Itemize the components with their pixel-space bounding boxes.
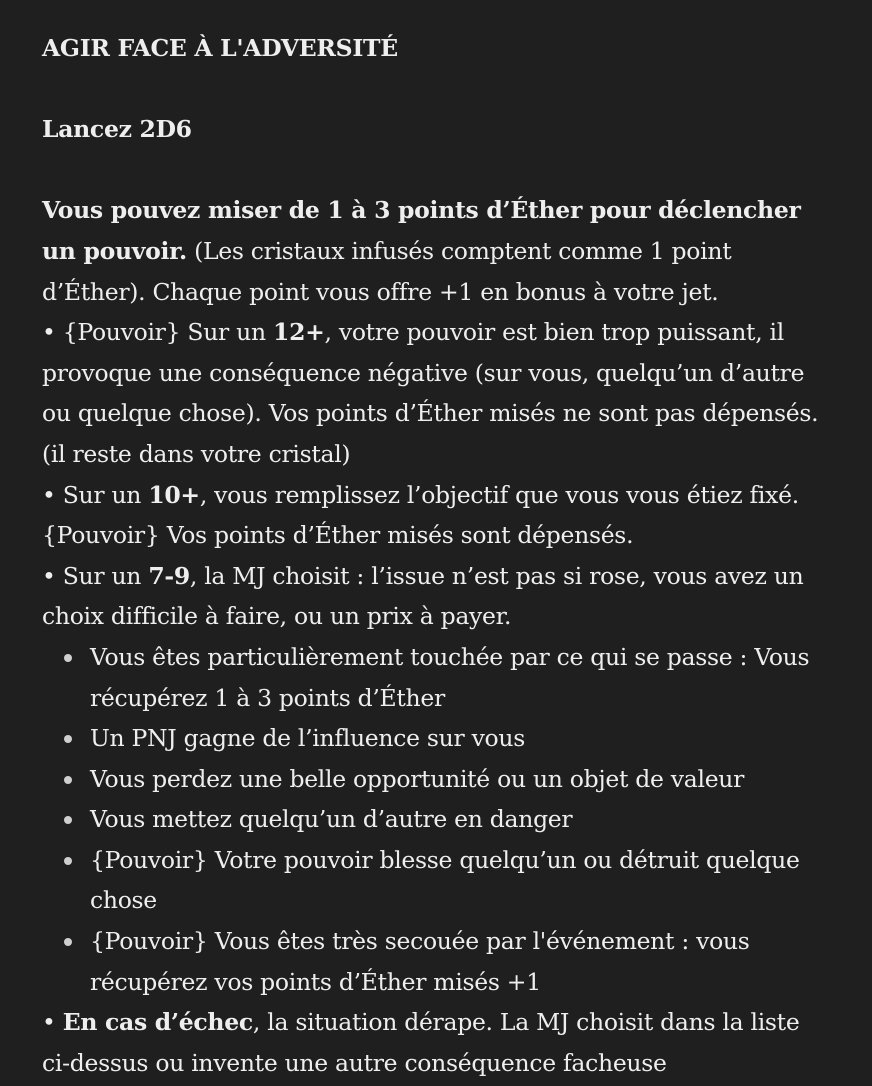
result-12-threshold: 12+ [273, 318, 325, 347]
bullet-icon [64, 654, 72, 662]
result-7-text: , la MJ choisit : l’issue n’est pas si rose, vous avez un choix difficile à faire, ou un prix à payer. [42, 561, 804, 631]
result-12-plus [42, 312, 830, 474]
choice-text: Un PNJ gagne de l’influence sur vous [90, 724, 525, 753]
choice-text: {Pouvoir} Vous êtes très secouée par l'événement : vous récupérez vos points d’Éther misés +1 [90, 927, 750, 996]
intro-paragraph [42, 190, 830, 312]
list-item [90, 799, 830, 840]
result-7-threshold: 7-9 [148, 561, 190, 590]
choice-text: {Pouvoir} Votre pouvoir blesse quelqu’un ou détruit quelque chose [90, 845, 800, 915]
bullet-icon [64, 857, 72, 865]
result-10-lead: Sur un [62, 480, 149, 509]
result-10-plus [42, 475, 830, 556]
choice-text: Vous êtes particulièrement touchée par ce qui se passe : Vous récupérez 1 à 3 points d’Éther [90, 642, 810, 712]
failure-text: , la situation dérape. La MJ choisit dans la liste ci-dessus ou invente une autre conséquence facheuse [42, 1008, 800, 1077]
result-7-9 [42, 556, 830, 637]
bullet: • [42, 561, 63, 590]
failure-lead: En cas d’échec [62, 1008, 253, 1037]
result-10-threshold: 10+ [148, 480, 200, 509]
list-item [90, 759, 830, 800]
spacer [42, 150, 830, 191]
bullet-icon [64, 816, 72, 824]
bullet: • [42, 1008, 63, 1037]
result-failure [42, 1002, 830, 1083]
result-10-text: , vous remplissez l’objectif que vous vous étiez fixé. {Pouvoir} Vos points d’Éther misés sont dépensés. [42, 480, 799, 550]
list-item [90, 637, 830, 718]
bullet: • [42, 318, 63, 347]
result-7-lead: Sur un [62, 561, 149, 590]
bullet-icon [64, 776, 72, 784]
bullet-icon [64, 735, 72, 743]
result-12-lead: {Pouvoir} Sur un [62, 318, 274, 347]
list-item [90, 840, 830, 921]
move-title: AGIR FACE À L'ADVERSITÉ [42, 34, 398, 62]
bullet: • [42, 480, 63, 509]
choice-text: Vous perdez une belle opportunité ou un objet de valeur [90, 764, 745, 793]
spacer [42, 69, 830, 110]
list-item [90, 718, 830, 759]
bullet-icon [64, 938, 72, 946]
roll-instruction: Lancez 2D6 [42, 115, 192, 144]
choice-text: Vous mettez quelqu’un d’autre en danger [90, 805, 573, 834]
list-item [90, 921, 830, 1002]
intro-bold: Vous pouvez miser de 1 à 3 points d’Éther pour déclencher un pouvoir. [42, 196, 801, 265]
intro-rest: (Les cristaux infusés comptent comme 1 point d’Éther). Chaque point vous offre +1 en bonus à votre jet. [42, 236, 732, 306]
result-12-text: , votre pouvoir est bien trop puissant, il provoque une conséquence négative (sur vous, quelqu’un d’autre ou quelque chose). Vos points d’Éther misés ne sont pas dépensés. (il reste dans votre cristal) [42, 318, 819, 468]
choice-list [42, 637, 830, 1002]
